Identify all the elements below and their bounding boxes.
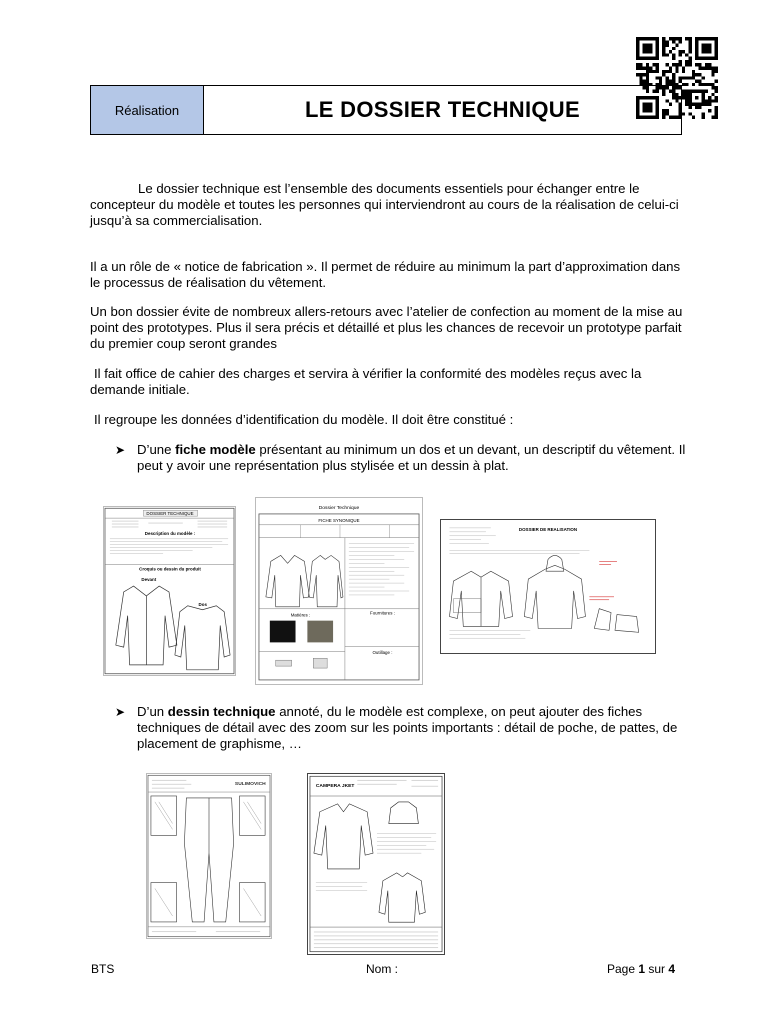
page-title: LE DOSSIER TECHNIQUE [305,97,580,122]
svg-text:CAMPERA JKET: CAMPERA JKET [315,784,355,790]
footer-page-number: Page 1 sur 4 [607,962,676,976]
svg-text:SULIMOVICH: SULIMOVICH [234,782,266,788]
paragraph-role: Il a un rôle de « notice de fabrication ». Il permet de réduire au minimum la part d’approximation dans le processus de réalisation du vêtement. [90,259,681,290]
page-header [90,85,682,135]
paragraph-good-dossier: Un bon dossier évite de nombreux allers-retours avec l’atelier de confection au moment de la mise au point des prototypes. Plus il sera précis et détaillé et plus les chances de recevoir un prototype parfait du premier coup seront grandes [90,304,683,351]
fiche-modele-image-3 [440,519,656,654]
fiche-modele-image-2 [255,497,423,685]
paragraph-intro: Le dossier technique est l’ensemble des documents essentiels pour échanger entre le concepteur du modèle et toutes les personnes qui interviendront au cours de la réalisation de celui-ci jusqu’à sa commercialisation. [90,181,679,228]
svg-text:Dos: Dos [198,601,207,607]
svg-text:Devant: Devant [141,577,157,583]
arrow-bullet-icon: ➤ [115,705,126,719]
paragraph-donnees: Il regroupe les données d’identification du modèle. Il doit être constitué : [94,412,514,427]
svg-text:Dossier Technique: Dossier Technique [318,505,360,511]
svg-text:Matières :: Matières : [290,612,311,618]
dessin-technique-image-1 [146,773,272,939]
paragraph-cahier: Il fait office de cahier des charges et servira à vérifier la conformité des modèles reçus avec la demande initiale. [90,366,642,397]
svg-text:Outillage :: Outillage : [372,650,393,656]
svg-text:Croquis ou dessin du produit: Croquis ou dessin du produit [139,566,201,572]
dessin-technique-image-2 [307,773,445,955]
bullet-text: D’un dessin technique annoté, du le modèle est complexe, on peut ajouter des fiches techniques de détail avec des zoom sur les points importants : détail de poche, de pattes, de placement de graphisme, … [137,704,678,751]
bullet-fiche-modele [115,442,690,474]
svg-text:DOSSIER DE REALISATION: DOSSIER DE REALISATION [518,526,578,532]
arrow-bullet-icon: ➤ [115,443,126,457]
svg-text:FICHE SYNONIQUE: FICHE SYNONIQUE [318,517,360,523]
bullet-dessin-technique [115,704,690,752]
svg-text:DOSSIER TECHNIQUE: DOSSIER TECHNIQUE [146,511,194,517]
bullet-text: D’une fiche modèle présentant au minimum un dos et un devant, un descriptif du vêtement. Il peut y avoir une représentation plus stylisée et un dessin à plat. [137,442,686,473]
footer-left: BTS [91,962,115,976]
section-tag: Réalisation [91,86,204,134]
footer-name-field: Nom : [366,962,399,976]
svg-text:Description du modèle :: Description du modèle : [144,530,196,536]
svg-text:Fournitures :: Fournitures : [370,610,395,616]
fiche-modele-image-1 [103,506,236,676]
